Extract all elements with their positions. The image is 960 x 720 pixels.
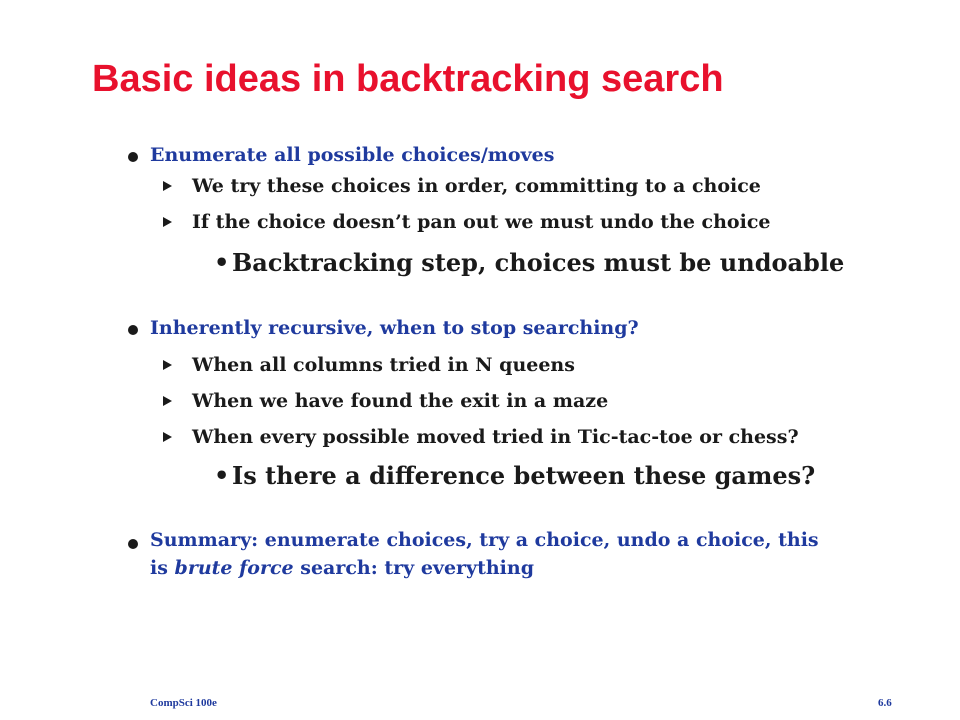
bullet-summary-line1: Summary: enumerate choices, try a choice, undo a choice, this xyxy=(150,529,819,551)
footer-page-number: 6.6 xyxy=(878,697,892,709)
sub-sub-bullet-backtracking-step: Backtracking step, choices must be undoable xyxy=(232,248,845,277)
sub-bullet-maze: When we have found the exit in a maze xyxy=(192,390,609,412)
sub-sub-bullet-difference: Is there a difference between these games? xyxy=(232,461,816,490)
arrow-bullet-icon xyxy=(163,217,172,227)
arrow-bullet-icon xyxy=(163,432,172,442)
bullet-dot-icon xyxy=(128,152,138,162)
arrow-bullet-icon xyxy=(163,396,172,406)
bullet-dot-icon xyxy=(128,325,138,335)
footer-course: CompSci 100e xyxy=(150,697,217,709)
small-bullet-icon: • xyxy=(214,248,230,277)
sub-bullet-tic-tac-toe: When every possible moved tried in Tic-tac-toe or chess? xyxy=(192,426,799,448)
small-bullet-icon: • xyxy=(214,461,230,490)
slide-title: Basic ideas in backtracking search xyxy=(92,58,724,100)
arrow-bullet-icon xyxy=(163,181,172,191)
bullet-summary-line2 xyxy=(150,557,534,579)
sub-bullet-undo-choice: If the choice doesn’t pan out we must undo the choice xyxy=(192,211,771,233)
summary-brute-force: brute force xyxy=(174,557,294,579)
sub-bullet-n-queens: When all columns tried in N queens xyxy=(192,354,575,376)
bullet-dot-icon xyxy=(128,539,138,549)
sub-bullet-try-in-order: We try these choices in order, committing to a choice xyxy=(192,175,761,197)
summary-suffix: search: try everything xyxy=(293,557,534,579)
bullet-inherently-recursive: Inherently recursive, when to stop searching? xyxy=(150,317,639,339)
bullet-enumerate: Enumerate all possible choices/moves xyxy=(150,144,555,166)
arrow-bullet-icon xyxy=(163,360,172,370)
summary-prefix: is xyxy=(150,557,175,579)
